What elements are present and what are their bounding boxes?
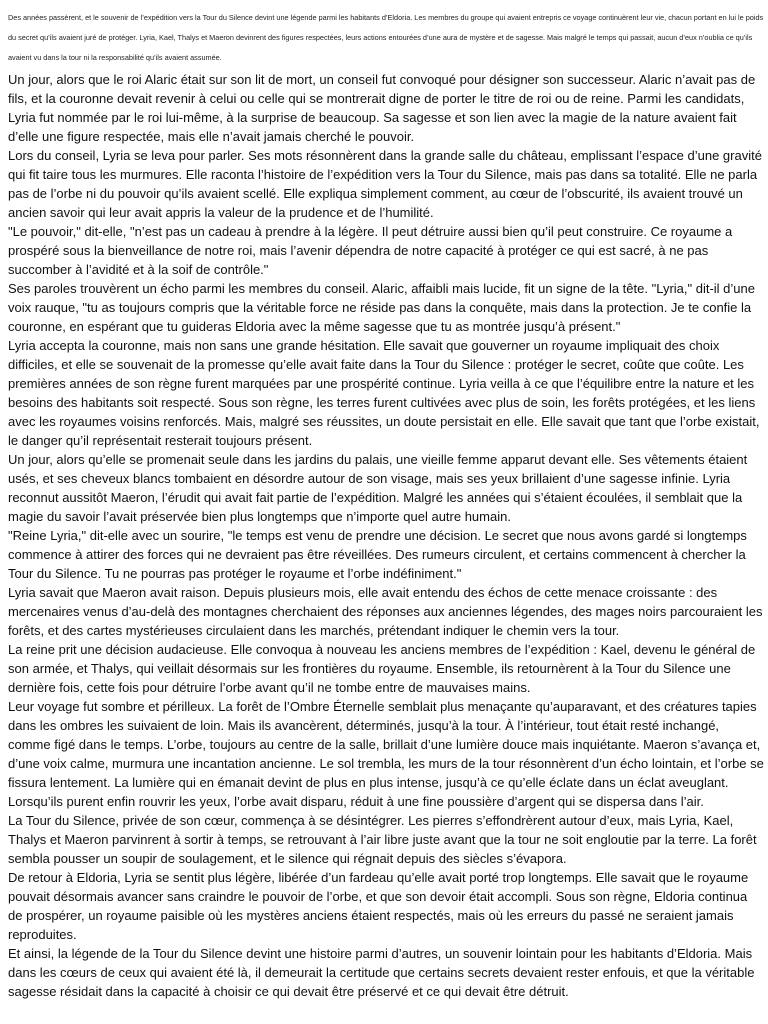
story-paragraph: De retour à Eldoria, Lyria se sentit plus légère, libérée d’un fardeau qu’elle avait porté trop longtemps. Elle savait que le royaume pouvait désormais avancer sans craindre le pouvoir de l’orbe, et que son devoir était accompli. Sous son règne, Eldoria continua de prospérer, un royaume paisible où les mystères anciens étaient respectés, mais où les erreurs du passé ne seraient jamais reproduites. xyxy=(8,870,749,942)
story-paragraph: Lyria accepta la couronne, mais non sans une grande hésitation. Elle savait que gouverner un royaume impliquait des choix difficiles, et elle se souvenait de la promesse qu’elle avait faite dans la Tour du Silence : protéger le secret, coûte que coûte. Les premières années de son règne furent marquées par une prospérité continue. Lyria veilla à ce que l’équilibre entre la nature et les besoins des habitants soit respecté. Sous son règne, les terres furent cultivées avec plus de soin, les forêts protégées, et les liens avec les royaumes voisins renforcés. Mais, malgré ses réussites, un doute persistait en elle. Elle savait que tant que l’orbe existait, le danger qu’il représentait resterait toujours présent. xyxy=(8,338,760,448)
story-paragraph: Lors du conseil, Lyria se leva pour parler. Ses mots résonnèrent dans la grande salle du château, emplissant l’espace d’une gravité qui fit taire tous les murmures. Elle raconta l’histoire de l’expédition vers la Tour du Silence, mais pas dans sa totalité. Elle ne parla pas de l’orbe ni du pouvoir qu’ils avaient scellé. Elle expliqua simplement comment, au cœur de l’obscurité, ils avaient trouvé un ancien savoir qui leur avait appris la valeur de la prudence et de l’humilité. xyxy=(8,148,762,220)
story-paragraph: Leur voyage fut sombre et périlleux. La forêt de l’Ombre Éternelle semblait plus menaçante qu’auparavant, et des créatures tapies dans les ombres les suivaient de loin. Mais ils avancèrent, déterminés, jusqu’à la tour. À l’intérieur, tout était resté inchangé, comme figé dans le temps. L’orbe, toujours au centre de la salle, brillait d’une lumière douce mais inquiétante. Maeron s’avança et, d’une voix calme, murmura une incantation ancienne. Le sol trembla, les murs de la tour résonnèrent d’un écho lointain, et l’orbe se fissura lentement. La lumière qui en émanait devint de plus en plus intense, jusqu’à ce qu’elle éclate dans un éclat aveuglant. Lorsqu’ils purent enfin rouvrir les yeux, l’orbe avait disparu, réduit à une fine poussière d’argent qui se dispersa dans l’air. xyxy=(8,699,764,809)
story-paragraph: Lyria savait que Maeron avait raison. Depuis plusieurs mois, elle avait entendu des échos de cette menace croissante : des mercenaires venus d’au-delà des montagnes cherchaient des réponses aux anciennes légendes, des mages noirs parcouraient les forêts, et des cartes mystérieuses circulaient dans les marchés, prétendant indiquer le chemin vers la tour. xyxy=(8,585,763,638)
story-paragraph: Ses paroles trouvèrent un écho parmi les membres du conseil. Alaric, affaibli mais lucide, fit un signe de la tête. "Lyria," dit-il d’une voix rauque, "tu as toujours compris que la véritable force ne réside pas dans la conquête, mais dans la protection. Je te confie la couronne, en espérant que tu guideras Eldoria avec la même sagesse que tu as montrée jusqu’à présent." xyxy=(8,281,755,334)
story-paragraph: Un jour, alors qu’elle se promenait seule dans les jardins du palais, une vieille femme apparut devant elle. Ses vêtements étaient usés, et ses cheveux blancs tombaient en désordre autour de son visage, mais ses yeux brillaient d’une sagesse infinie. Lyria reconnut aussitôt Maeron, l’érudit qui avait fait partie de l’expédition. Malgré les années qui s’étaient écoulées, il semblait que la magie du savoir l’avait préservée bien plus longtemps que n’importe quel autre humain. xyxy=(8,452,748,524)
intro-paragraph: Des années passèrent, et le souvenir de l’expédition vers la Tour du Silence devint une légende parmi les habitants d’Eldoria. Les membres du groupe qui avaient entrepris ce voyage continuèrent leur vie, chacun portant en lui le poids du secret qu’ils avaient juré de protéger. Lyria, Kael, Thalys et Maeron devinrent des figures respectées, leurs actions entourées d’une aura de mystère et de sagesse. Mais malgré le temps qui passait, aucun d’eux n’oublia ce qu’ils avaient vu dans la tour ni la responsabilité qu’ils avaient assumée. xyxy=(8,13,764,62)
story-paragraph: "Reine Lyria," dit-elle avec un sourire, "le temps est venu de prendre une décision. Le secret que nous avons gardé si longtemps commence à attirer des forces qui ne devraient pas être réveillées. Des rumeurs circulent, et certains commencent à chercher la Tour du Silence. Tu ne pourras pas protéger le royaume et l’orbe indéfiniment." xyxy=(8,528,747,581)
story-body xyxy=(8,70,764,1001)
story-paragraph: La reine prit une décision audacieuse. Elle convoqua à nouveau les anciens membres de l’expédition : Kael, devenu le général de son armée, et Thalys, qui veillait désormais sur les frontières du royaume. Ensemble, ils retournèrent à la Tour du Silence une dernière fois, cette fois pour détruire l’orbe avant qu’il ne tombe entre de mauvaises mains. xyxy=(8,642,756,695)
story-paragraph: Un jour, alors que le roi Alaric était sur son lit de mort, un conseil fut convoqué pour désigner son successeur. Alaric n’avait pas de fils, et la couronne devait revenir à celui ou celle qui se montrerait digne de porter le titre de roi ou de reine. Parmi les candidats, Lyria fut nommée par le roi lui-même, à la surprise de beaucoup. Sa sagesse et son lien avec la magie de la nature avaient fait d’elle une figure respectée, mais elle n’avait jamais cherché le pouvoir. xyxy=(8,72,756,144)
story-paragraph: La Tour du Silence, privée de son cœur, commença à se désintégrer. Les pierres s’effondrèrent autour d’eux, mais Lyria, Kael, Thalys et Maeron parvinrent à sortir à temps, se retrouvant à l’air libre juste avant que la tour ne soit engloutie par la terre. La forêt sembla pousser un soupir de soulagement, et le silence qui régnait depuis des siècles s’évapora. xyxy=(8,813,757,866)
story-paragraph: "Le pouvoir," dit-elle, "n’est pas un cadeau à prendre à la légère. Il peut détruire aussi bien qu’il peut construire. Ce royaume a prospéré sous la bienveillance de notre roi, mais l’avenir dépendra de notre capacité à protéger ce qui est sacré, à ne pas succomber à l’avidité et à la soif de contrôle." xyxy=(8,224,733,277)
document-page xyxy=(8,8,764,1001)
story-paragraph: Et ainsi, la légende de la Tour du Silence devint une histoire parmi d’autres, un souvenir lointain pour les habitants d’Eldoria. Mais dans les cœurs de ceux qui avaient été là, il demeurait la certitude que certains secrets devaient rester enfouis, et que la véritable sagesse résidait dans la capacité à choisir ce qui devait être préservé et ce qui devait être détruit. xyxy=(8,946,755,999)
